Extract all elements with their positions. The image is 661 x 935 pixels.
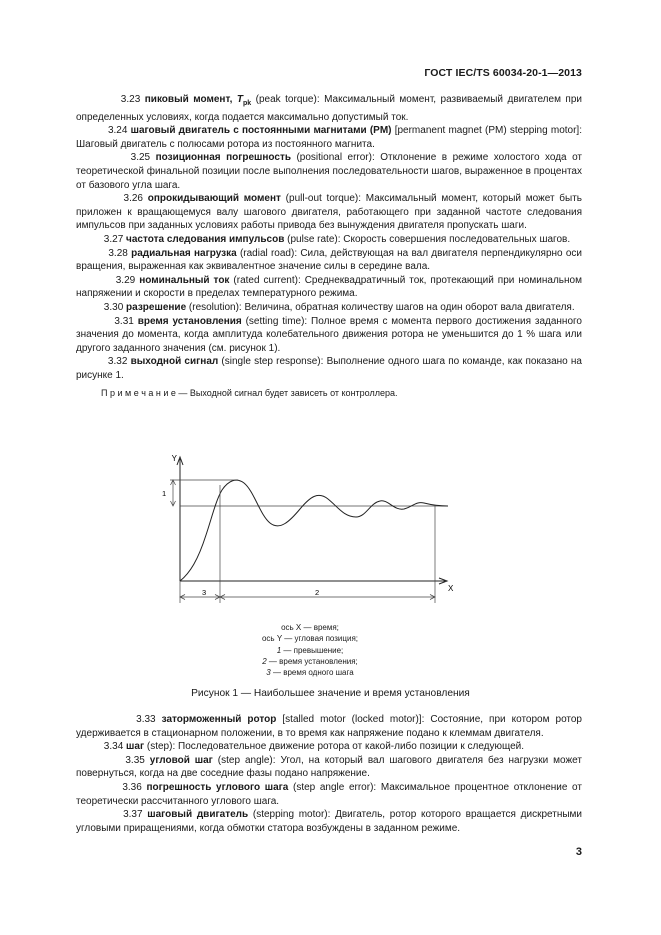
term-3-35	[76, 754, 582, 781]
term-title: пиковый момент,	[144, 94, 233, 105]
term-definition: (setting time): Полное время с момента первого достижения заданного значения до момента, когда амплитуда колебательного движения ротора не уменьшится до 1 % шага или другого заданного значения (см. рисунок 1).	[76, 315, 582, 354]
term-definition: (resolution): Величина, обратная количеству шагов на один оборот вала двигателя.	[186, 301, 575, 313]
term-number: 3.25	[130, 152, 151, 164]
term-symbol: $T_{pk}$	[236, 94, 252, 107]
term-title: частота следования импульсов	[126, 233, 285, 245]
term-number: 3.23	[120, 94, 141, 105]
term-number: 3.29	[115, 274, 136, 286]
term-number: 3.34	[103, 741, 124, 753]
term-definition: [permanent magnet (PM) stepping motor]: Шаговый двигатель с полюсами ротора из постоянного магнита.	[76, 125, 582, 150]
legend-item: 2 — время установления;	[262, 656, 358, 666]
term-title: позиционная погрешность	[155, 152, 292, 164]
term-definition: (rated current): Среднеквадратичный ток, протекающий при номинальном напряжении и скорости в пределах температурного режима.	[76, 274, 582, 300]
note-label: П р и м е ч а н и е	[101, 388, 176, 399]
term-definition: (single step response): Выполнение одного шага по команде, как показано на рисунке 1.	[76, 356, 582, 381]
term-3-37	[76, 808, 582, 835]
term-title: выходной сигнал	[130, 356, 219, 368]
step-response-chart	[150, 445, 460, 610]
note-text: — Выходной сигнал будет зависеть от контроллера.	[175, 388, 398, 399]
term-definition: (step angle): Угол, на который вал шагового двигателя без нагрузки может повернуться, когда на две соседние фазы подано напряжение.	[76, 754, 582, 780]
term-3-34	[76, 740, 582, 754]
term-3-25	[76, 151, 582, 192]
term-number: 3.30	[103, 301, 124, 313]
term-number: 3.28	[108, 247, 128, 259]
term-3-26	[76, 192, 582, 233]
term-3-30	[76, 301, 582, 315]
term-3-28	[76, 247, 582, 274]
term-title: радиальная нагрузка	[131, 247, 237, 259]
term-definition: (positional error): Отклонение в режиме холостого хода от теоретической финальной позиции после выполнения последовательности шагов, выраженное в процентах от базового угла шага.	[76, 152, 582, 191]
terms-section-top	[76, 93, 582, 401]
term-title: погрешность углового шага	[146, 781, 289, 793]
term-number: 3.27	[103, 233, 124, 245]
term-number: 3.33	[136, 714, 156, 725]
label-2: 2	[315, 588, 320, 597]
term-definition: (step angle error): Максимальное процентное отклонение от теоретически рассчитанного углового шага.	[76, 781, 582, 807]
terms-section-bottom	[76, 713, 582, 835]
y-axis-label: Y	[171, 454, 177, 463]
term-number: 3.32	[107, 356, 128, 368]
term-number: 3.31	[114, 315, 134, 327]
label-1: 1	[162, 489, 167, 498]
legend-item: 1 — превышение;	[276, 645, 344, 655]
term-definition: (pulse rate): Скорость совершения последовательных шагов.	[284, 233, 571, 245]
term-3-33	[76, 713, 582, 740]
document-header: ГОСТ IEC/TS 60034-20-1—2013	[424, 67, 582, 79]
term-definition: (peak torque): Максимальный момент, развиваемый двигателем при определенных условиях, когда подается максимально допустимый ток.	[76, 94, 582, 123]
term-definition: (step): Последовательное движение ротора от какой-либо позиции к следующей.	[144, 741, 525, 753]
legend-item: ось Y — угловая позиция;	[261, 634, 359, 644]
note	[76, 387, 582, 401]
legend-item: 3 — время одного шага	[266, 668, 354, 678]
term-3-27	[76, 233, 582, 247]
term-title: номинальный ток	[139, 274, 230, 286]
figure-caption: Рисунок 1 — Наибольшее значение и время установления	[191, 688, 470, 699]
term-3-24	[76, 124, 582, 151]
label-3: 3	[202, 588, 207, 597]
page-number: 3	[575, 846, 582, 858]
legend-item: ось X — время;	[281, 623, 339, 632]
term-title: разрешение	[126, 301, 187, 313]
term-definition: [stalled motor (locked motor)]: Состояние, при котором ротор удерживается в стационарном положении, в то время как напряжение подано к клеммам двигателя.	[76, 714, 582, 739]
term-3-31	[76, 315, 582, 356]
figure-legend	[160, 622, 460, 678]
term-number: 3.37	[123, 809, 143, 821]
term-title: время установления	[137, 315, 242, 327]
term-title: шаговый двигатель с постоянными магнитами (PM)	[130, 125, 392, 137]
term-definition: (pull-out torque): Максимальный момент, который может быть приложен к вращающемуся валу шагового двигателя, работающего при заданной частоте следования импульсов при заданных условиях работы привода без вынуждения двигателя пропускать шаги.	[76, 193, 583, 232]
term-title: шаг	[126, 741, 145, 753]
term-title: заторможенный ротор	[161, 714, 277, 725]
term-3-36	[76, 781, 582, 808]
term-number: 3.36	[122, 781, 142, 793]
term-definition: (stepping motor): Двигатель, ротор которого вращается дискретными угловыми приращениями, когда обмотки статора возбуждены в заданном режиме.	[76, 809, 583, 834]
term-number: 3.26	[123, 193, 143, 205]
term-3-23	[76, 93, 582, 124]
term-number: 3.35	[125, 754, 145, 766]
x-axis-label: X	[448, 584, 454, 593]
term-definition: (radial road): Сила, действующая на вал двигателя перпендикулярно оси вращения, выраженная как эквивалентное значение силы в середине вала.	[76, 247, 583, 273]
term-number: 3.24	[107, 125, 128, 137]
term-title: опрокидывающий момент	[147, 193, 281, 205]
term-3-29	[76, 274, 582, 301]
term-title: шаговый двигатель	[147, 809, 249, 821]
term-title: угловой шаг	[149, 754, 213, 766]
term-3-32	[76, 355, 582, 382]
